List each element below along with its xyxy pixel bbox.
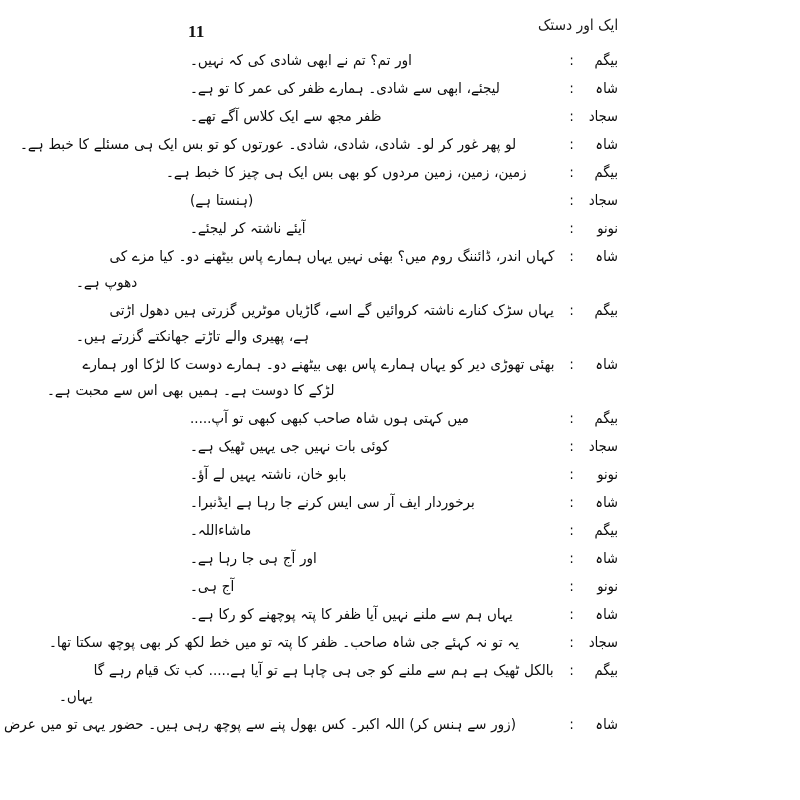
dialogue-line xyxy=(59,658,618,710)
speaker-name-cell xyxy=(566,132,618,158)
speaker-name-cell xyxy=(566,104,618,130)
dialogue-line xyxy=(190,76,618,102)
speaker-colon: : xyxy=(569,439,574,455)
speaker-colon: : xyxy=(569,495,574,511)
speaker-name: نونو xyxy=(597,579,618,595)
speaker-name: شاہ xyxy=(595,137,618,153)
speaker-colon: : xyxy=(569,221,574,237)
dialogue-line xyxy=(166,160,618,186)
speaker-colon: : xyxy=(569,607,574,623)
dialogue-text xyxy=(190,76,560,102)
dialogue-text xyxy=(190,574,560,600)
dialogue-text xyxy=(4,712,561,738)
dialogue-text xyxy=(190,518,560,544)
speaker-name: شاہ xyxy=(595,495,618,511)
dialogue-line xyxy=(190,546,618,572)
speaker-colon: : xyxy=(569,109,574,125)
page-header xyxy=(0,14,800,48)
speaker-name-cell xyxy=(566,188,618,214)
dialogue-text xyxy=(190,490,560,516)
speaker-name-cell xyxy=(566,630,618,656)
dialogue-text-line: زمین، زمین، زمین مردوں کو بھی بس ایک ہی چیز کا خبط ہے۔ xyxy=(166,165,527,181)
speaker-name-cell xyxy=(566,518,618,544)
dialogue-text-line: (زور سے ہنس کر) اللہ اکبر۔ کس بھول پنے سے پوچھ رہی ہیں۔ حضور یہی تو میں عرض xyxy=(3,717,516,733)
dialogue-text-line: یہاں۔ xyxy=(59,689,93,705)
speaker-name: سجاد xyxy=(588,635,618,651)
dialogue-text xyxy=(166,160,560,186)
dialogue-line xyxy=(20,132,618,158)
dialogue-line xyxy=(190,490,618,516)
speaker-name: سجاد xyxy=(588,193,618,209)
dialogue-text-line: آج ہی۔ xyxy=(190,579,235,595)
speaker-name-cell xyxy=(566,352,618,378)
speaker-name-cell xyxy=(566,434,618,460)
dialogue-line xyxy=(190,48,618,74)
speaker-name-cell xyxy=(566,658,618,684)
speaker-name: شاہ xyxy=(595,357,618,373)
speaker-name: بیگم xyxy=(594,663,618,679)
dialogue-line xyxy=(190,188,618,214)
speaker-colon: : xyxy=(569,411,574,427)
dialogue-text-line: برخوردار ایف آر سی ایس کرنے جا رہا ہے ایڈنبرا۔ xyxy=(190,495,475,511)
dialogue-text-line: یہاں سڑک کنارے ناشتہ کروائیں گے اسے، گاڑیاں موٹریں گزرتی ہیں دھول اڑتی xyxy=(109,303,554,319)
speaker-name-cell xyxy=(566,490,618,516)
speaker-colon: : xyxy=(569,663,574,679)
dialogue-text xyxy=(76,298,560,350)
dialogue-text-line: بابو خان، ناشتہ یہیں لے آؤ۔ xyxy=(190,467,347,483)
dialogue-line xyxy=(190,602,618,628)
speaker-name-cell xyxy=(566,712,618,738)
speaker-name: نونو xyxy=(597,467,618,483)
speaker-name: شاہ xyxy=(595,717,618,733)
dialogue-text-line: میں کہتی ہوں شاہ صاحب کبھی کبھی تو آپ..... xyxy=(190,411,469,427)
dialogue-line xyxy=(190,216,618,242)
dialogue-line xyxy=(190,518,618,544)
dialogue-line xyxy=(3,712,618,738)
speaker-name: سجاد xyxy=(588,439,618,455)
dialogue-line xyxy=(190,406,618,432)
dialogue-text xyxy=(49,630,560,656)
dialogue-text xyxy=(190,104,560,130)
speaker-name-cell xyxy=(566,546,618,572)
speaker-name-cell xyxy=(566,160,618,186)
speaker-colon: : xyxy=(569,579,574,595)
speaker-name: سجاد xyxy=(588,109,618,125)
speaker-colon: : xyxy=(569,357,574,373)
dialogue-text xyxy=(59,658,560,710)
dialogue-line xyxy=(76,298,618,350)
speaker-name-cell xyxy=(566,216,618,242)
speaker-name-cell xyxy=(566,298,618,324)
dialogue-text-line: کہاں اندر، ڈائننگ روم میں؟ بھئی نہیں یہاں ہمارے پاس بیٹھنے دو۔ کیا مزے کی xyxy=(109,249,554,265)
dialogue-text-line: (ہنستا ہے) xyxy=(190,193,254,209)
speaker-colon: : xyxy=(569,249,574,265)
dialogue-text-line: بھئی تھوڑی دیر کو یہاں ہمارے پاس بھی بیٹھنے دو۔ ہمارے دوست کا لڑکا اور ہمارے xyxy=(82,357,554,373)
speaker-name-cell xyxy=(566,574,618,600)
speaker-colon: : xyxy=(569,53,574,69)
book-title: ایک اور دستک xyxy=(537,16,618,34)
speaker-colon: : xyxy=(569,635,574,651)
dialogue-text-line: لڑکے کا دوست ہے۔ ہمیں بھی اس سے محبت ہے۔ xyxy=(46,383,335,399)
dialogue-text-line: لیجئے، ابھی سے شادی۔ ہمارے ظفر کی عمر کا تو ہے۔ xyxy=(190,81,500,97)
speaker-name-cell xyxy=(566,244,618,270)
dialogue-text-line: یہ تو نہ کہئے جی شاہ صاحب۔ ظفر کا پتہ تو میں خط لکھ کر بھی پوچھ سکتا تھا۔ xyxy=(48,635,519,651)
speaker-colon: : xyxy=(569,523,574,539)
speaker-name: بیگم xyxy=(594,53,618,69)
dialogue-text xyxy=(190,602,560,628)
dialogue-line xyxy=(190,104,618,130)
speaker-name: شاہ xyxy=(595,249,618,265)
dialogue-text-line: کوئی بات نہیں جی یہیں ٹھیک ہے۔ xyxy=(190,439,389,455)
dialogue-line xyxy=(75,244,618,296)
dialogue-text-line: لو پھر غور کر لو۔ شادی، شادی، شادی۔ عورتوں کو تو بس ایک ہی مسئلے کا خبط ہے۔ xyxy=(20,137,517,153)
speaker-name: نونو xyxy=(597,221,618,237)
dialogue-text xyxy=(190,216,560,242)
dialogue-line xyxy=(190,434,618,460)
speaker-name: شاہ xyxy=(595,551,618,567)
speaker-colon: : xyxy=(569,81,574,97)
dialogue-text xyxy=(20,132,560,158)
speaker-name: بیگم xyxy=(594,165,618,181)
speaker-name: بیگم xyxy=(594,523,618,539)
dialogue-text-line: ماشاءاللہ۔ xyxy=(190,523,252,539)
speaker-name: شاہ xyxy=(595,81,618,97)
speaker-colon: : xyxy=(569,137,574,153)
page-number: 11 xyxy=(188,22,205,41)
dialogue-text xyxy=(190,546,560,572)
dialogue-text-line: ظفر مجھ سے ایک کلاس آگے تھے۔ xyxy=(190,109,382,125)
script-body xyxy=(3,48,618,740)
speaker-name-cell xyxy=(566,602,618,628)
speaker-name-cell xyxy=(566,48,618,74)
speaker-name-cell xyxy=(566,76,618,102)
speaker-name: بیگم xyxy=(594,303,618,319)
speaker-name-cell xyxy=(566,462,618,488)
dialogue-text-line: یہاں ہم سے ملنے نہیں آیا ظفر کا پتہ پوچھنے کو رکا ہے۔ xyxy=(190,607,513,623)
speaker-colon: : xyxy=(569,193,574,209)
dialogue-text-line: بالکل ٹھیک ہے ہم سے ملنے کو جی ہی چاہا ہے تو آیا ہے..... کب تک قیام رہے گا xyxy=(93,663,554,679)
speaker-name-cell xyxy=(566,406,618,432)
dialogue-text xyxy=(190,406,560,432)
speaker-colon: : xyxy=(569,717,574,733)
dialogue-text-line: آیئے ناشتہ کر لیجئے۔ xyxy=(190,221,306,237)
dialogue-line xyxy=(48,630,618,656)
dialogue-text xyxy=(190,434,560,460)
speaker-colon: : xyxy=(569,467,574,483)
dialogue-line xyxy=(190,462,618,488)
dialogue-text xyxy=(190,48,560,74)
dialogue-text xyxy=(190,188,560,214)
dialogue-text-line: اور آج ہی جا رہا ہے۔ xyxy=(190,551,317,567)
dialogue-text xyxy=(190,462,560,488)
speaker-colon: : xyxy=(569,303,574,319)
speaker-name: شاہ xyxy=(595,607,618,623)
dialogue-line xyxy=(46,352,618,404)
speaker-name: بیگم xyxy=(594,411,618,427)
dialogue-text-line: اور تم؟ تم نے ابھی شادی کی کہ نہیں۔ xyxy=(190,53,412,69)
dialogue-text-line: دھوپ ہے۔ xyxy=(75,275,137,291)
dialogue-text-line: ہے، پھیری والے تاڑتے جھانکتے گزرتے ہیں۔ xyxy=(76,329,310,345)
speaker-colon: : xyxy=(569,551,574,567)
dialogue-text xyxy=(47,352,560,404)
speaker-colon: : xyxy=(569,165,574,181)
dialogue-line xyxy=(190,574,618,600)
dialogue-text xyxy=(76,244,560,296)
